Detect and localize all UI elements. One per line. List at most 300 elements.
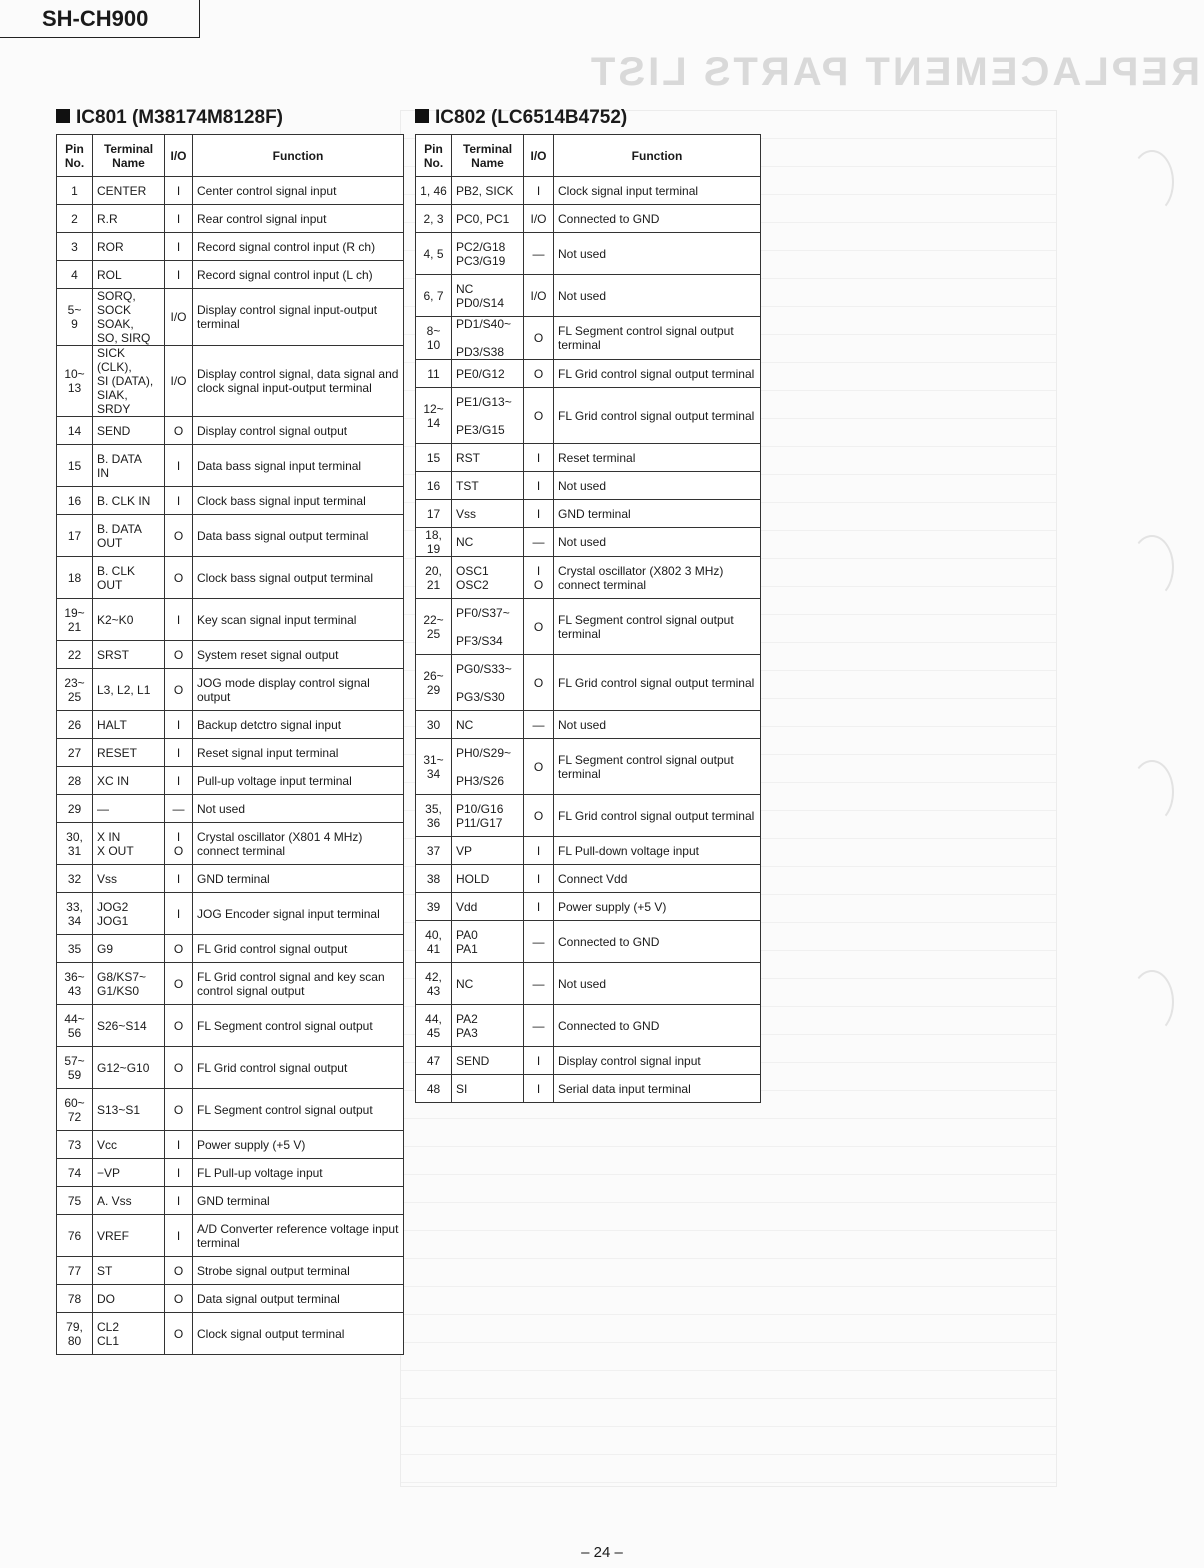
io-cell: I/O bbox=[165, 346, 193, 417]
function-cell: FL Grid control signal output terminal bbox=[554, 360, 761, 388]
function-cell: Rear control signal input bbox=[193, 205, 404, 233]
io-cell: O bbox=[524, 388, 554, 444]
terminal-name-cell: −VP bbox=[93, 1159, 165, 1187]
function-cell: Not used bbox=[554, 275, 761, 317]
pin-number-cell: 39 bbox=[416, 893, 452, 921]
terminal-name-cell: VREF bbox=[93, 1215, 165, 1257]
function-cell: GND terminal bbox=[193, 865, 404, 893]
pin-number-cell: 10~ 13 bbox=[57, 346, 93, 417]
function-cell: FL Grid control signal output terminal bbox=[554, 655, 761, 711]
function-cell: JOG Encoder signal input terminal bbox=[193, 893, 404, 935]
terminal-name-cell: B. DATA OUT bbox=[93, 515, 165, 557]
io-cell: I O bbox=[165, 823, 193, 865]
function-cell: FL Segment control signal output terminal bbox=[554, 317, 761, 360]
io-cell: I/O bbox=[524, 275, 554, 317]
io-cell: O bbox=[165, 1257, 193, 1285]
table-row bbox=[57, 1047, 404, 1089]
terminal-name-cell: HALT bbox=[93, 711, 165, 739]
io-cell: I bbox=[524, 500, 554, 528]
table-row bbox=[416, 865, 761, 893]
io-cell: I/O bbox=[165, 289, 193, 346]
table-row bbox=[57, 557, 404, 599]
io-cell: O bbox=[524, 360, 554, 388]
terminal-name-cell: XC IN bbox=[93, 767, 165, 795]
terminal-name-cell: OSC1 OSC2 bbox=[452, 557, 524, 599]
io-cell: I bbox=[165, 599, 193, 641]
function-cell: Reset terminal bbox=[554, 444, 761, 472]
io-cell: — bbox=[524, 963, 554, 1005]
io-cell: I bbox=[165, 1131, 193, 1159]
terminal-name-cell: SI bbox=[452, 1075, 524, 1103]
table-row bbox=[416, 528, 761, 557]
table-row bbox=[57, 795, 404, 823]
binder-hole bbox=[1130, 760, 1174, 824]
terminal-name-cell: R.R bbox=[93, 205, 165, 233]
terminal-name-cell: TST bbox=[452, 472, 524, 500]
pin-number-cell: 15 bbox=[57, 445, 93, 487]
table-row bbox=[416, 963, 761, 1005]
bullet-icon bbox=[56, 109, 70, 123]
io-cell: I/O bbox=[524, 205, 554, 233]
io-cell: O bbox=[165, 963, 193, 1005]
io-cell: I bbox=[165, 893, 193, 935]
terminal-name-cell: VP bbox=[452, 837, 524, 865]
table-row bbox=[416, 500, 761, 528]
pin-number-cell: 17 bbox=[416, 500, 452, 528]
terminal-name-cell: S13~S1 bbox=[93, 1089, 165, 1131]
pin-number-cell: 16 bbox=[416, 472, 452, 500]
function-cell: Not used bbox=[554, 528, 761, 557]
function-cell: Data bass signal input terminal bbox=[193, 445, 404, 487]
terminal-name-cell: P10/G16 P11/G17 bbox=[452, 795, 524, 837]
terminal-name-cell: PD1/S40~ PD3/S38 bbox=[452, 317, 524, 360]
table-row bbox=[57, 1159, 404, 1187]
pin-number-cell: 60~ 72 bbox=[57, 1089, 93, 1131]
function-cell: Not used bbox=[554, 963, 761, 1005]
function-cell: Power supply (+5 V) bbox=[554, 893, 761, 921]
function-cell: Clock bass signal input terminal bbox=[193, 487, 404, 515]
terminal-name-cell: SICK (CLK), SI (DATA), SIAK, SRDY bbox=[93, 346, 165, 417]
io-cell: O bbox=[165, 641, 193, 669]
function-cell: Data bass signal output terminal bbox=[193, 515, 404, 557]
header-terminal-name: Terminal Name bbox=[452, 135, 524, 177]
io-cell: I bbox=[524, 1047, 554, 1075]
table-row bbox=[57, 767, 404, 795]
io-cell: O bbox=[165, 557, 193, 599]
pin-number-cell: 26~ 29 bbox=[416, 655, 452, 711]
header-function: Function bbox=[554, 135, 761, 177]
io-cell: I bbox=[165, 487, 193, 515]
pin-number-cell: 18 bbox=[57, 557, 93, 599]
pin-number-cell: 37 bbox=[416, 837, 452, 865]
pin-number-cell: 48 bbox=[416, 1075, 452, 1103]
table-row bbox=[57, 935, 404, 963]
ic802-title bbox=[415, 107, 627, 129]
table-row bbox=[416, 557, 761, 599]
io-cell: I bbox=[165, 205, 193, 233]
terminal-name-cell: G8/KS7~ G1/KS0 bbox=[93, 963, 165, 1005]
pin-number-cell: 36~ 43 bbox=[57, 963, 93, 1005]
pin-number-cell: 47 bbox=[416, 1047, 452, 1075]
table-row bbox=[416, 739, 761, 795]
terminal-name-cell: DO bbox=[93, 1285, 165, 1313]
function-cell: FL Grid control signal and key scan control signal output bbox=[193, 963, 404, 1005]
pin-number-cell: 32 bbox=[57, 865, 93, 893]
header-io: I/O bbox=[165, 135, 193, 177]
function-cell: Clock signal output terminal bbox=[193, 1313, 404, 1355]
pin-number-cell: 57~ 59 bbox=[57, 1047, 93, 1089]
ic801-table bbox=[56, 134, 404, 1355]
function-cell: FL Segment control signal output terminal bbox=[554, 739, 761, 795]
io-cell: I bbox=[165, 1215, 193, 1257]
terminal-name-cell: G9 bbox=[93, 935, 165, 963]
table-row bbox=[57, 1285, 404, 1313]
table-row bbox=[57, 669, 404, 711]
table-row bbox=[416, 233, 761, 275]
table-row bbox=[416, 921, 761, 963]
binder-hole bbox=[1130, 970, 1174, 1034]
pin-number-cell: 18, 19 bbox=[416, 528, 452, 557]
terminal-name-cell: ST bbox=[93, 1257, 165, 1285]
io-cell: I bbox=[524, 444, 554, 472]
pin-number-cell: 75 bbox=[57, 1187, 93, 1215]
function-cell: Record signal control input (L ch) bbox=[193, 261, 404, 289]
terminal-name-cell: G12~G10 bbox=[93, 1047, 165, 1089]
pin-number-cell: 4 bbox=[57, 261, 93, 289]
ic801-title bbox=[56, 107, 283, 129]
table-row bbox=[57, 1187, 404, 1215]
pin-number-cell: 23~ 25 bbox=[57, 669, 93, 711]
header-pin-no: Pin No. bbox=[57, 135, 93, 177]
header-terminal-name: Terminal Name bbox=[93, 135, 165, 177]
pin-number-cell: 73 bbox=[57, 1131, 93, 1159]
pin-number-cell: 11 bbox=[416, 360, 452, 388]
terminal-name-cell: Vdd bbox=[452, 893, 524, 921]
table-row bbox=[57, 1089, 404, 1131]
function-cell: Not used bbox=[554, 711, 761, 739]
header-io: I/O bbox=[524, 135, 554, 177]
table-row bbox=[416, 599, 761, 655]
binder-hole bbox=[1130, 150, 1174, 214]
table-row bbox=[57, 289, 404, 346]
pin-number-cell: 33, 34 bbox=[57, 893, 93, 935]
pin-number-cell: 6, 7 bbox=[416, 275, 452, 317]
function-cell: Connected to GND bbox=[554, 205, 761, 233]
terminal-name-cell: SORQ, SOCK SOAK, SO, SIRQ bbox=[93, 289, 165, 346]
terminal-name-cell: PA0 PA1 bbox=[452, 921, 524, 963]
io-cell: I bbox=[524, 177, 554, 205]
table-row bbox=[57, 1215, 404, 1257]
table-row bbox=[416, 837, 761, 865]
io-cell: I bbox=[524, 837, 554, 865]
pin-number-cell: 2 bbox=[57, 205, 93, 233]
pin-number-cell: 1 bbox=[57, 177, 93, 205]
terminal-name-cell: Vss bbox=[452, 500, 524, 528]
io-cell: I bbox=[524, 1075, 554, 1103]
pin-number-cell: 76 bbox=[57, 1215, 93, 1257]
terminal-name-cell: RESET bbox=[93, 739, 165, 767]
io-cell: — bbox=[524, 711, 554, 739]
terminal-name-cell: NC bbox=[452, 528, 524, 557]
table-row bbox=[57, 445, 404, 487]
pin-number-cell: 14 bbox=[57, 417, 93, 445]
io-cell: I bbox=[165, 739, 193, 767]
io-cell: O bbox=[165, 1047, 193, 1089]
function-cell: FL Segment control signal output bbox=[193, 1005, 404, 1047]
table-row bbox=[57, 515, 404, 557]
background-heading: REPLACEMENT PARTS LIST bbox=[588, 50, 1200, 94]
function-cell: Key scan signal input terminal bbox=[193, 599, 404, 641]
io-cell: I bbox=[165, 1159, 193, 1187]
table-row bbox=[57, 893, 404, 935]
terminal-name-cell: B. CLK OUT bbox=[93, 557, 165, 599]
pin-number-cell: 1, 46 bbox=[416, 177, 452, 205]
table-row bbox=[57, 346, 404, 417]
pin-number-cell: 2, 3 bbox=[416, 205, 452, 233]
function-cell: Display control signal input bbox=[554, 1047, 761, 1075]
function-cell: Not used bbox=[554, 233, 761, 275]
terminal-name-cell: Vss bbox=[93, 865, 165, 893]
header-pin-no: Pin No. bbox=[416, 135, 452, 177]
terminal-name-cell: L3, L2, L1 bbox=[93, 669, 165, 711]
table-row bbox=[57, 823, 404, 865]
function-cell: Serial data input terminal bbox=[554, 1075, 761, 1103]
table-row bbox=[57, 1131, 404, 1159]
function-cell: System reset signal output bbox=[193, 641, 404, 669]
pin-number-cell: 42, 43 bbox=[416, 963, 452, 1005]
pin-number-cell: 30 bbox=[416, 711, 452, 739]
io-cell: O bbox=[165, 417, 193, 445]
terminal-name-cell: PE0/G12 bbox=[452, 360, 524, 388]
table-row bbox=[57, 739, 404, 767]
table-row bbox=[416, 205, 761, 233]
table-row bbox=[57, 963, 404, 1005]
table-row bbox=[416, 795, 761, 837]
terminal-name-cell: SRST bbox=[93, 641, 165, 669]
pin-number-cell: 19~ 21 bbox=[57, 599, 93, 641]
model-label: SH-CH900 bbox=[0, 0, 200, 38]
terminal-name-cell: B. CLK IN bbox=[93, 487, 165, 515]
pin-number-cell: 26 bbox=[57, 711, 93, 739]
table-row bbox=[57, 599, 404, 641]
io-cell: — bbox=[165, 795, 193, 823]
table-row bbox=[57, 487, 404, 515]
table-row bbox=[57, 205, 404, 233]
function-cell: FL Grid control signal output bbox=[193, 935, 404, 963]
table-row bbox=[57, 641, 404, 669]
io-cell: I bbox=[165, 767, 193, 795]
io-cell: O bbox=[165, 1005, 193, 1047]
function-cell: Connect Vdd bbox=[554, 865, 761, 893]
pin-number-cell: 78 bbox=[57, 1285, 93, 1313]
table-row bbox=[416, 360, 761, 388]
function-cell: JOG mode display control signal output bbox=[193, 669, 404, 711]
pin-number-cell: 29 bbox=[57, 795, 93, 823]
binder-hole bbox=[1130, 535, 1174, 599]
function-cell: Connected to GND bbox=[554, 1005, 761, 1047]
function-cell: Not used bbox=[554, 472, 761, 500]
terminal-name-cell: HOLD bbox=[452, 865, 524, 893]
pin-number-cell: 30, 31 bbox=[57, 823, 93, 865]
table-row bbox=[57, 261, 404, 289]
terminal-name-cell: Vcc bbox=[93, 1131, 165, 1159]
io-cell: I bbox=[165, 445, 193, 487]
pin-number-cell: 20, 21 bbox=[416, 557, 452, 599]
table-row bbox=[57, 177, 404, 205]
io-cell: I bbox=[165, 261, 193, 289]
ic801-title-text: IC801 (M38174M8128F) bbox=[76, 107, 283, 128]
terminal-name-cell: K2~K0 bbox=[93, 599, 165, 641]
table-row bbox=[416, 472, 761, 500]
io-cell: I bbox=[165, 233, 193, 261]
io-cell: — bbox=[524, 528, 554, 557]
table-row bbox=[416, 893, 761, 921]
pin-number-cell: 79, 80 bbox=[57, 1313, 93, 1355]
io-cell: I O bbox=[524, 557, 554, 599]
terminal-name-cell: X IN X OUT bbox=[93, 823, 165, 865]
page-number: – 24 – bbox=[581, 1544, 623, 1561]
function-cell: FL Pull-up voltage input bbox=[193, 1159, 404, 1187]
io-cell: I bbox=[524, 893, 554, 921]
io-cell: O bbox=[165, 1089, 193, 1131]
terminal-name-cell: PG0/S33~ PG3/S30 bbox=[452, 655, 524, 711]
function-cell: Strobe signal output terminal bbox=[193, 1257, 404, 1285]
table-row bbox=[416, 177, 761, 205]
ic802-title-text: IC802 (LC6514B4752) bbox=[435, 107, 628, 128]
io-cell: I bbox=[165, 865, 193, 893]
function-cell: Connected to GND bbox=[554, 921, 761, 963]
terminal-name-cell: PA2 PA3 bbox=[452, 1005, 524, 1047]
pin-number-cell: 44~ 56 bbox=[57, 1005, 93, 1047]
terminal-name-cell: B. DATA IN bbox=[93, 445, 165, 487]
io-cell: I bbox=[524, 472, 554, 500]
io-cell: O bbox=[165, 1313, 193, 1355]
pin-number-cell: 12~ 14 bbox=[416, 388, 452, 444]
io-cell: O bbox=[524, 599, 554, 655]
io-cell: O bbox=[524, 795, 554, 837]
function-cell: Clock bass signal output terminal bbox=[193, 557, 404, 599]
function-cell: Record signal control input (R ch) bbox=[193, 233, 404, 261]
io-cell: — bbox=[524, 1005, 554, 1047]
function-cell: FL Segment control signal output bbox=[193, 1089, 404, 1131]
table-row bbox=[57, 1313, 404, 1355]
pin-number-cell: 27 bbox=[57, 739, 93, 767]
table-row bbox=[57, 1257, 404, 1285]
function-cell: A/D Converter reference voltage input terminal bbox=[193, 1215, 404, 1257]
table-row bbox=[416, 1075, 761, 1103]
pin-number-cell: 5~ 9 bbox=[57, 289, 93, 346]
table-row bbox=[416, 1005, 761, 1047]
table-row bbox=[416, 711, 761, 739]
terminal-name-cell: SEND bbox=[93, 417, 165, 445]
function-cell: GND terminal bbox=[193, 1187, 404, 1215]
function-cell: GND terminal bbox=[554, 500, 761, 528]
function-cell: Power supply (+5 V) bbox=[193, 1131, 404, 1159]
pin-number-cell: 17 bbox=[57, 515, 93, 557]
io-cell: — bbox=[524, 921, 554, 963]
pin-number-cell: 74 bbox=[57, 1159, 93, 1187]
table-header-row bbox=[416, 135, 761, 177]
io-cell: I bbox=[165, 711, 193, 739]
io-cell: O bbox=[165, 1285, 193, 1313]
terminal-name-cell: CL2 CL1 bbox=[93, 1313, 165, 1355]
pin-number-cell: 8~ 10 bbox=[416, 317, 452, 360]
table-row bbox=[416, 317, 761, 360]
terminal-name-cell: — bbox=[93, 795, 165, 823]
io-cell: I bbox=[165, 177, 193, 205]
table-row bbox=[416, 388, 761, 444]
function-cell: Pull-up voltage input terminal bbox=[193, 767, 404, 795]
table-row bbox=[57, 711, 404, 739]
terminal-name-cell: A. Vss bbox=[93, 1187, 165, 1215]
io-cell: O bbox=[524, 317, 554, 360]
table-row bbox=[57, 233, 404, 261]
table-row bbox=[416, 1047, 761, 1075]
function-cell: Reset signal input terminal bbox=[193, 739, 404, 767]
pin-number-cell: 22~ 25 bbox=[416, 599, 452, 655]
function-cell: Display control signal output bbox=[193, 417, 404, 445]
pin-number-cell: 40, 41 bbox=[416, 921, 452, 963]
function-cell: Not used bbox=[193, 795, 404, 823]
function-cell: Data signal output terminal bbox=[193, 1285, 404, 1313]
table-row bbox=[57, 417, 404, 445]
pin-number-cell: 28 bbox=[57, 767, 93, 795]
header-function: Function bbox=[193, 135, 404, 177]
io-cell: O bbox=[165, 669, 193, 711]
io-cell: O bbox=[165, 935, 193, 963]
io-cell: O bbox=[524, 655, 554, 711]
function-cell: Backup detctro signal input bbox=[193, 711, 404, 739]
ic802-table bbox=[415, 134, 761, 1103]
table-row bbox=[57, 865, 404, 893]
terminal-name-cell: PC2/G18 PC3/G19 bbox=[452, 233, 524, 275]
function-cell: FL Grid control signal output terminal bbox=[554, 388, 761, 444]
terminal-name-cell: RST bbox=[452, 444, 524, 472]
io-cell: I bbox=[165, 1187, 193, 1215]
pin-number-cell: 35, 36 bbox=[416, 795, 452, 837]
pin-number-cell: 38 bbox=[416, 865, 452, 893]
pin-number-cell: 44, 45 bbox=[416, 1005, 452, 1047]
terminal-name-cell: CENTER bbox=[93, 177, 165, 205]
bullet-icon bbox=[415, 109, 429, 123]
pin-number-cell: 4, 5 bbox=[416, 233, 452, 275]
table-row bbox=[57, 1005, 404, 1047]
function-cell: FL Grid control signal output terminal bbox=[554, 795, 761, 837]
terminal-name-cell: NC bbox=[452, 711, 524, 739]
function-cell: Crystal oscillator (X801 4 MHz) connect terminal bbox=[193, 823, 404, 865]
function-cell: FL Pull-down voltage input bbox=[554, 837, 761, 865]
function-cell: Display control signal, data signal and clock signal input-output terminal bbox=[193, 346, 404, 417]
terminal-name-cell: PH0/S29~ PH3/S26 bbox=[452, 739, 524, 795]
terminal-name-cell: S26~S14 bbox=[93, 1005, 165, 1047]
terminal-name-cell: PE1/G13~ PE3/G15 bbox=[452, 388, 524, 444]
io-cell: — bbox=[524, 233, 554, 275]
pin-number-cell: 15 bbox=[416, 444, 452, 472]
terminal-name-cell: ROR bbox=[93, 233, 165, 261]
io-cell: I bbox=[524, 865, 554, 893]
terminal-name-cell: PC0, PC1 bbox=[452, 205, 524, 233]
terminal-name-cell: NC bbox=[452, 963, 524, 1005]
table-row bbox=[416, 655, 761, 711]
terminal-name-cell: SEND bbox=[452, 1047, 524, 1075]
pin-number-cell: 77 bbox=[57, 1257, 93, 1285]
terminal-name-cell: PF0/S37~ PF3/S34 bbox=[452, 599, 524, 655]
pin-number-cell: 16 bbox=[57, 487, 93, 515]
function-cell: FL Grid control signal output bbox=[193, 1047, 404, 1089]
function-cell: Display control signal input-output terminal bbox=[193, 289, 404, 346]
terminal-name-cell: NC PD0/S14 bbox=[452, 275, 524, 317]
io-cell: O bbox=[524, 739, 554, 795]
